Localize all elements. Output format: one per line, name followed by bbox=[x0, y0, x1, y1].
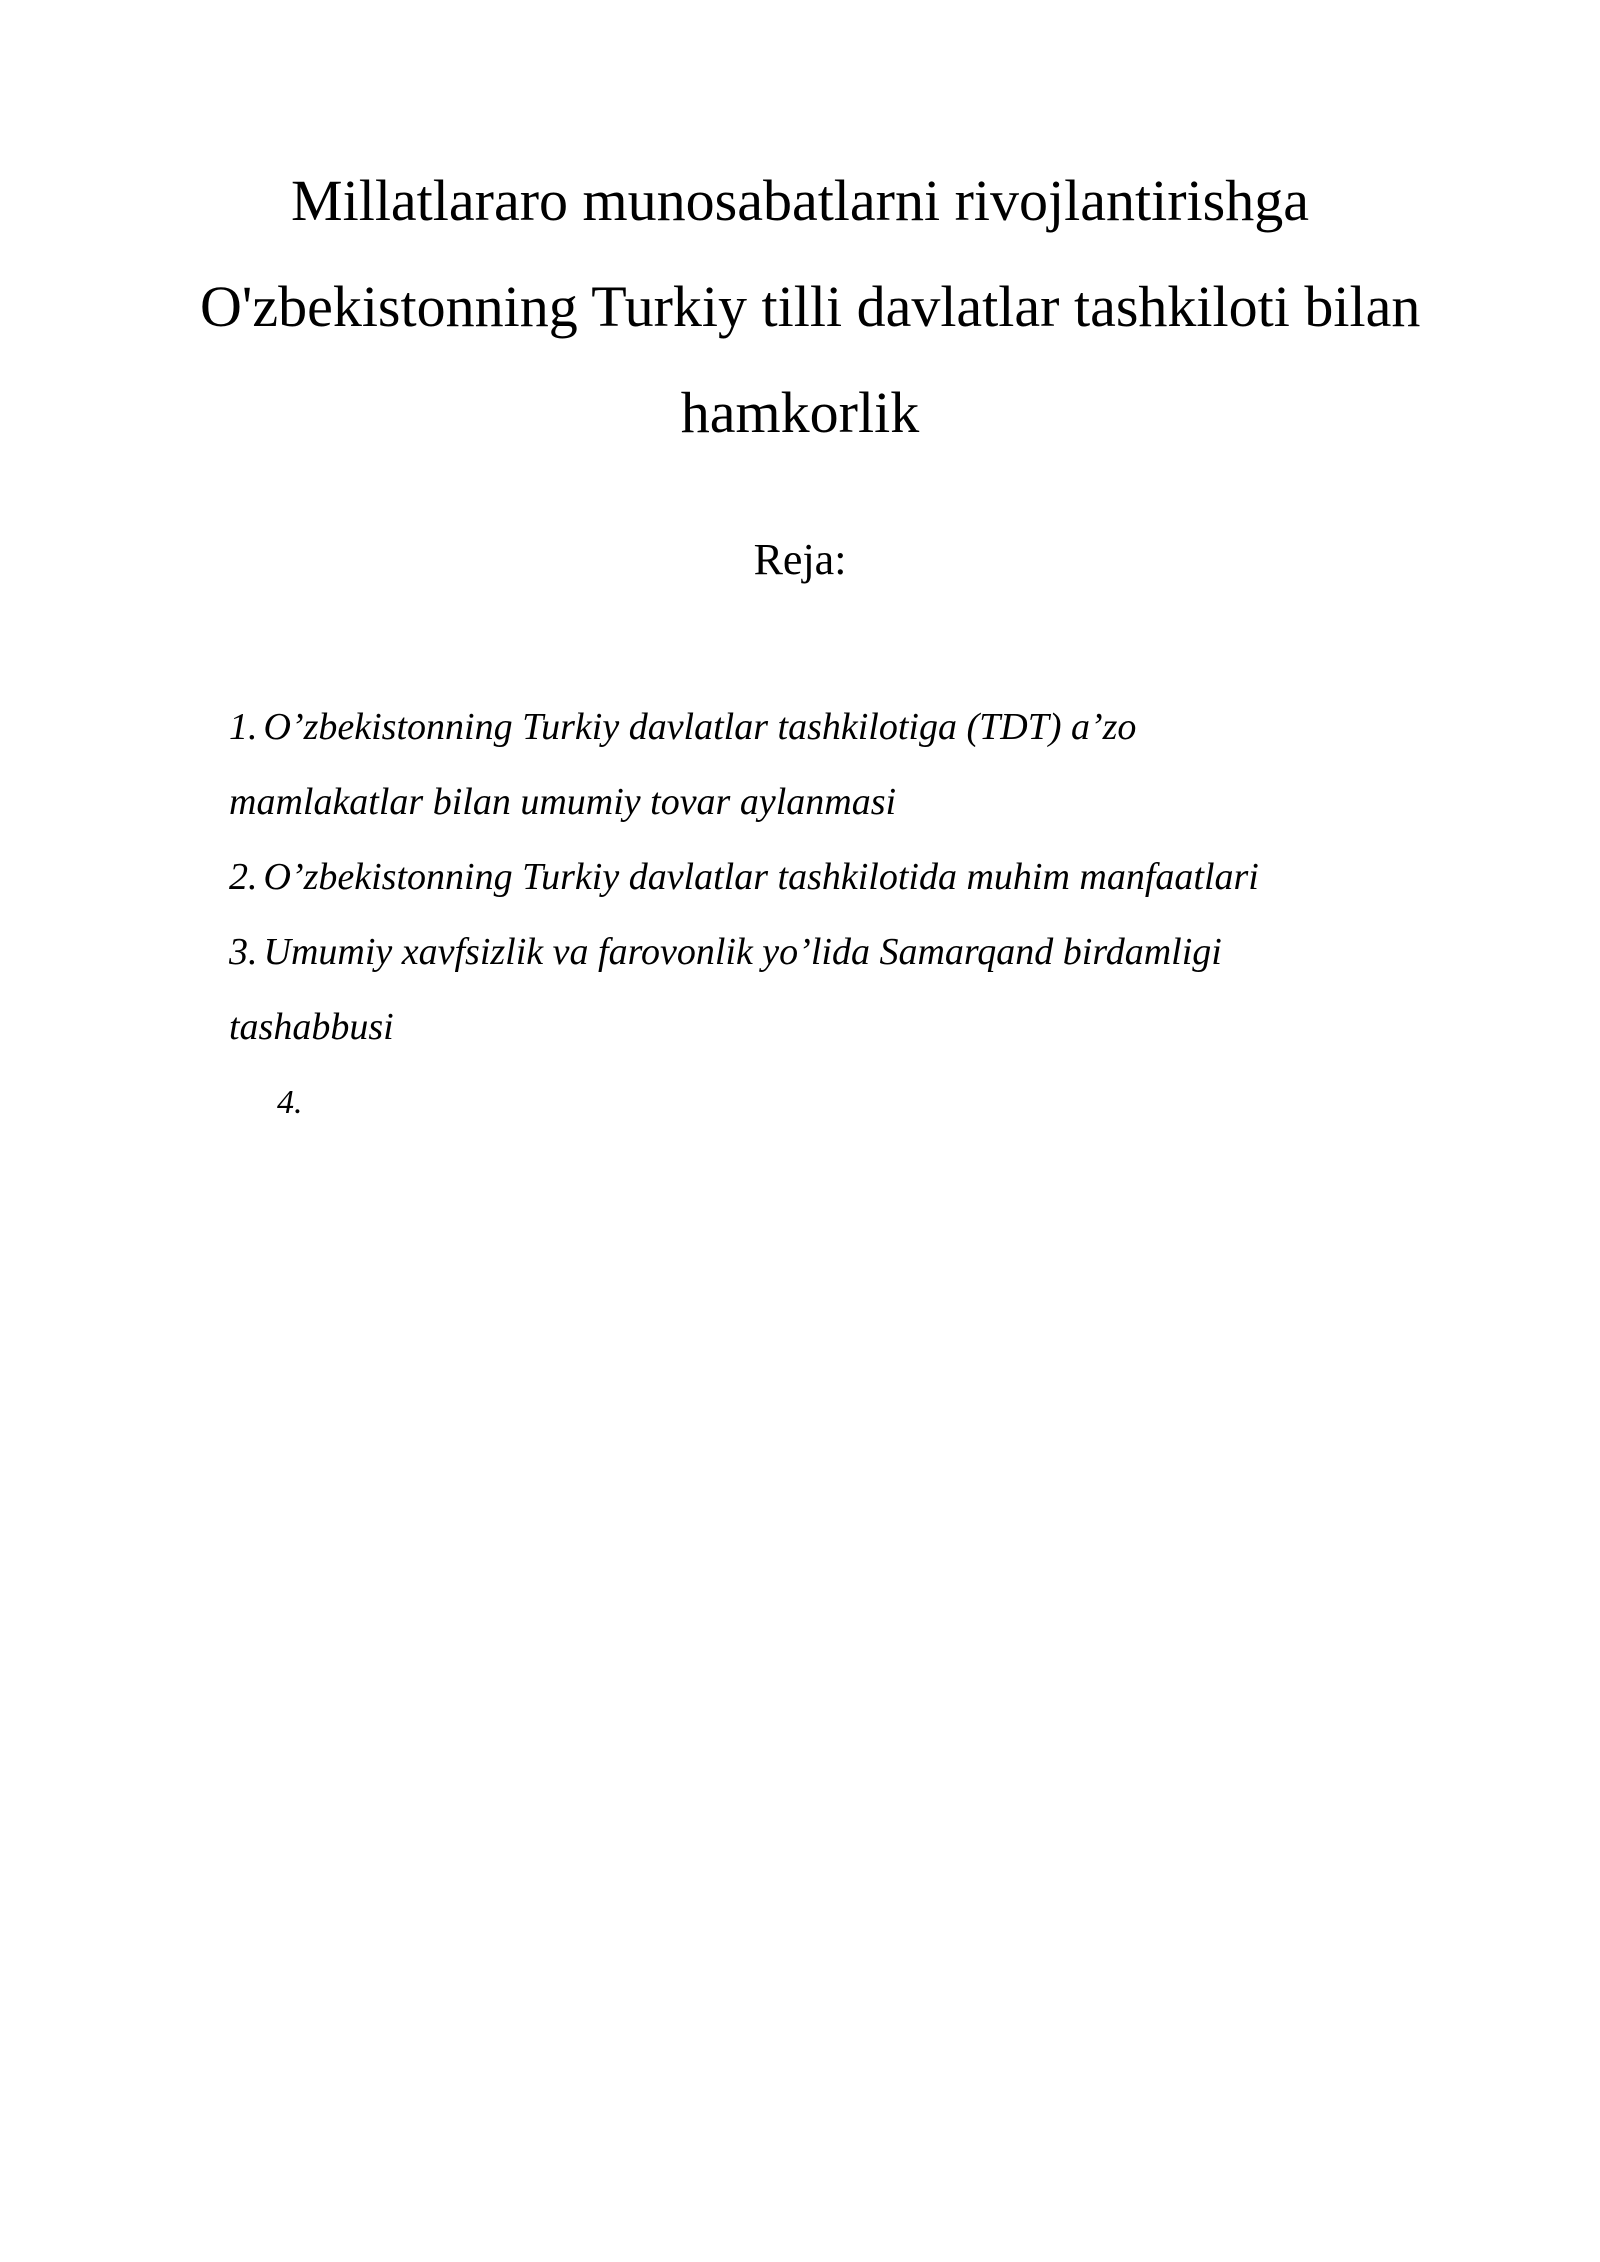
plan-item-2 bbox=[229, 840, 1449, 915]
plan-item-text-continued: mamlakatlar bilan umumiy tovar aylanmasi bbox=[229, 781, 897, 823]
plan-item-text-continued: tashabbusi bbox=[229, 1006, 394, 1048]
plan-heading: Reja: bbox=[753, 535, 847, 584]
title-line-2: O'zbekistonning Turkiy tilli davlatlar tashkiloti bilan bbox=[200, 274, 1421, 339]
plan-item-1 bbox=[229, 690, 1449, 840]
plan-item-text: Umumiy xavfsizlik va farovonlik yo’lida Samarqand birdamligi bbox=[263, 931, 1222, 973]
plan-item-text: O’zbekistonning Turkiy davlatlar tashkilotida muhim manfaatlari bbox=[263, 856, 1259, 898]
title-line-1: Millatlararo munosabatlarni rivojlantirishga bbox=[291, 168, 1309, 233]
plan-item-4 bbox=[229, 1065, 1449, 1140]
plan-item-text: O’zbekistonning Turkiy davlatlar tashkilotiga (TDT) a’zo bbox=[263, 706, 1137, 748]
plan-item-number: 4. bbox=[277, 1084, 303, 1121]
plan-item-number: 3. bbox=[229, 931, 258, 973]
plan-item-number: 2. bbox=[229, 856, 258, 898]
document-title bbox=[200, 148, 1421, 466]
plan-list bbox=[229, 690, 1449, 1140]
plan-item-3 bbox=[229, 915, 1449, 1065]
title-line-3: hamkorlik bbox=[680, 380, 920, 445]
plan-item-number: 1. bbox=[229, 706, 258, 748]
